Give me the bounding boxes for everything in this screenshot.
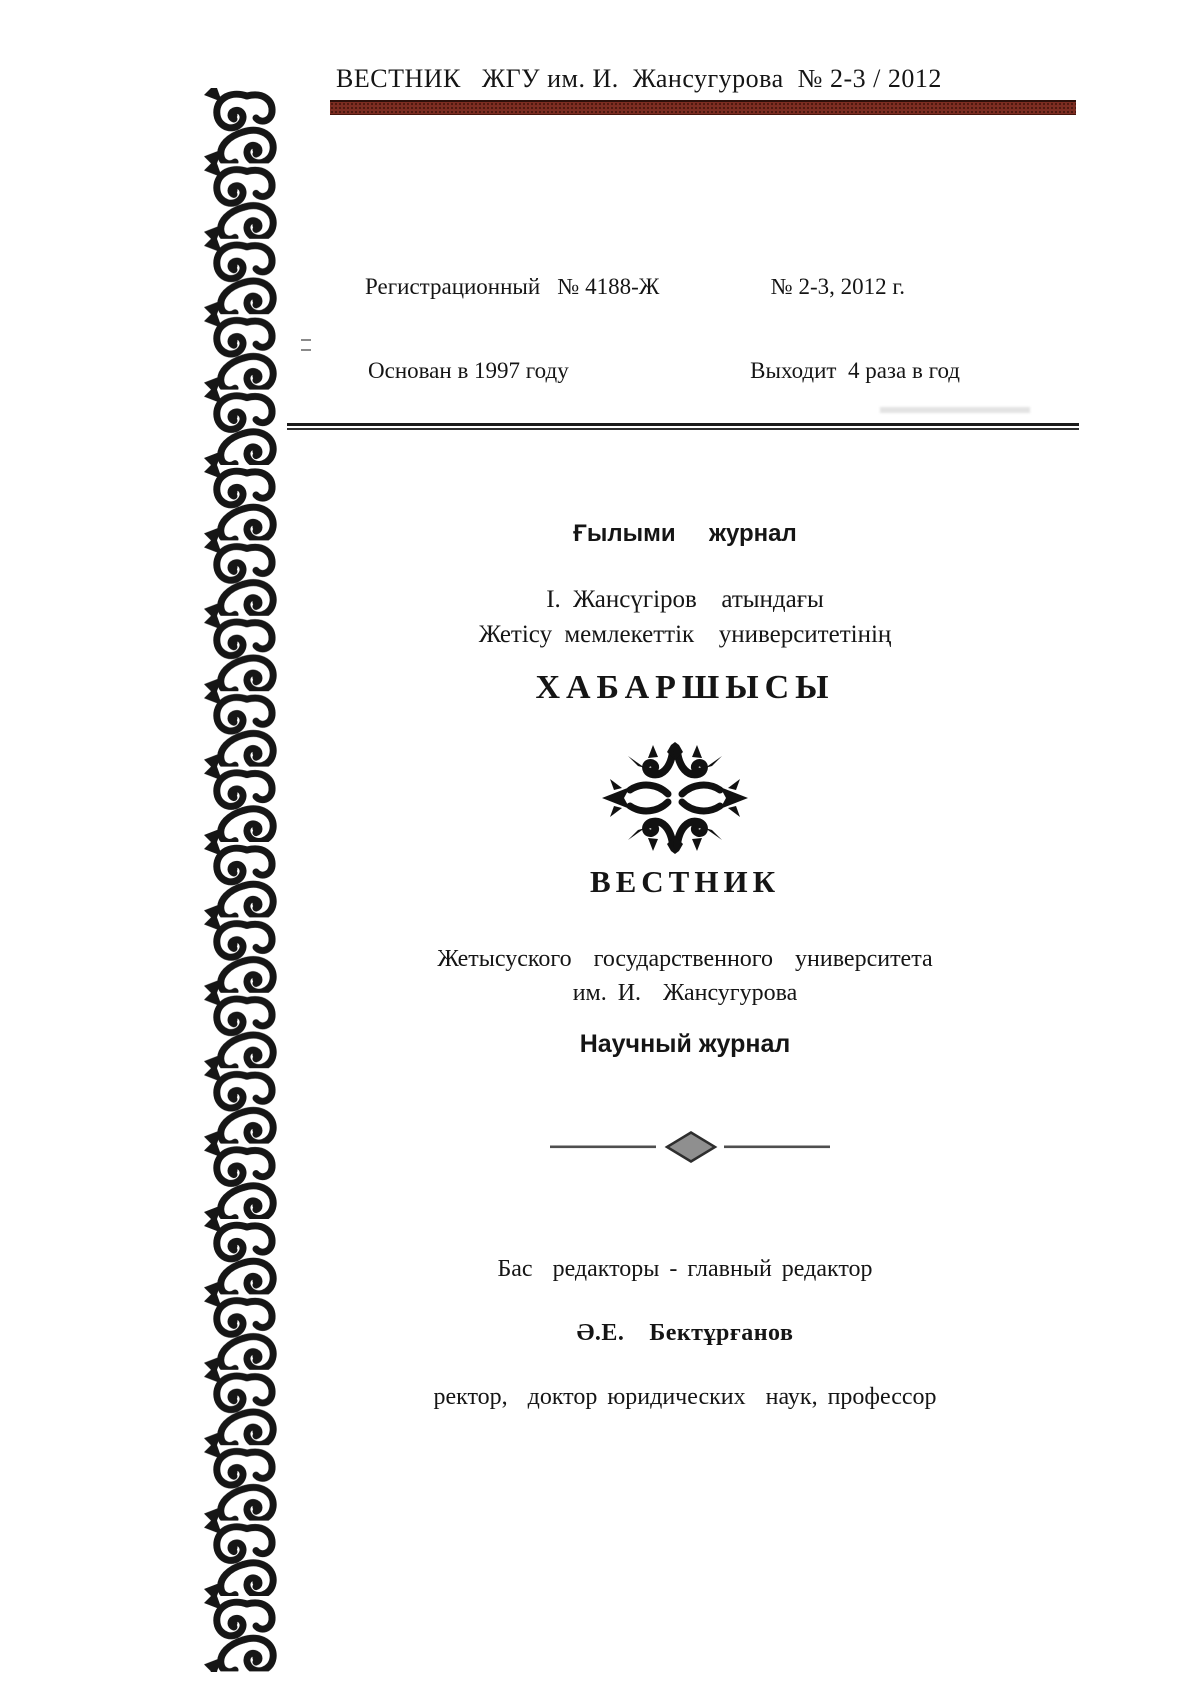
journal-type-kazakh: Ғылыми журнал bbox=[573, 520, 797, 547]
journal-type-russian: Научный журнал bbox=[579, 1030, 791, 1058]
scan-smudge bbox=[880, 407, 1030, 413]
running-header: ВЕСТНИК ЖГУ им. И. Жансугурова № 2-3 / 2012 bbox=[336, 64, 942, 93]
kazakh-ornament-emblem-icon bbox=[600, 742, 750, 854]
founded-year: Основан в 1997 году bbox=[368, 358, 569, 383]
kazakh-scroll-border-icon bbox=[203, 88, 285, 1672]
diamond-rule-icon bbox=[550, 1131, 830, 1163]
chief-editor-name: Ә.Е. Бектұрғанов bbox=[576, 1320, 794, 1346]
issue-frequency: Выходит 4 раза в год bbox=[750, 358, 960, 383]
journal-title-kazakh: ХАБАРШЫСЫ bbox=[535, 669, 835, 706]
journal-title-russian: ВЕСТНИК bbox=[589, 864, 781, 899]
chief-editor-title: ректор, доктор юридических наук, профессор bbox=[433, 1384, 937, 1410]
university-name-russian-line2: им. И. Жансугурова bbox=[572, 980, 798, 1006]
university-name-russian-line1: Жетысуского государственного университета bbox=[437, 946, 933, 972]
founded-row bbox=[368, 358, 960, 384]
registration-number: Регистрационный № 4188-Ж bbox=[365, 274, 660, 299]
scan-artifact-mark bbox=[301, 339, 311, 351]
university-name-kazakh-line1: І. Жансүгіров атындағы bbox=[546, 586, 824, 613]
registration-row bbox=[365, 274, 905, 300]
header-accent-bar bbox=[330, 100, 1076, 115]
issue-number: № 2-3, 2012 г. bbox=[770, 274, 905, 299]
double-rule-divider bbox=[287, 423, 1079, 430]
chief-editor-heading: Бас редакторы - главный редактор bbox=[497, 1256, 873, 1282]
university-name-kazakh-line2: Жетісу мемлекеттік университетінің bbox=[478, 621, 892, 648]
